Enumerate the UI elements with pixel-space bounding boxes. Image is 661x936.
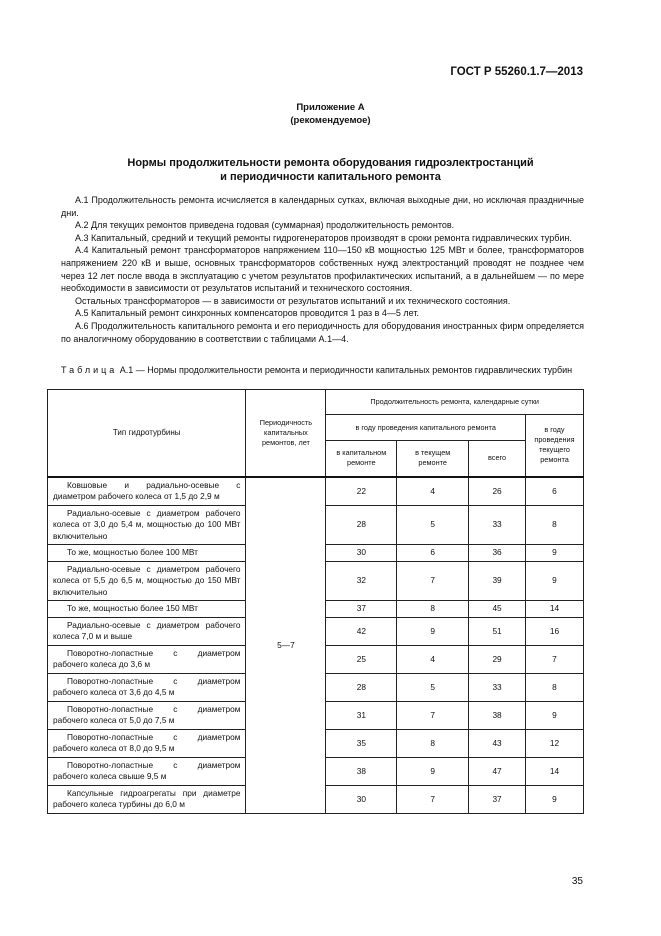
cur-days: 8: [397, 601, 469, 618]
turbine-type: Радиально-осевые с диаметром рабочего колеса от 3,0 до 5,4 м, мощностью до 100 МВт включительно: [48, 505, 246, 545]
cap-days: 22: [326, 477, 397, 506]
cur-year-days: 9: [525, 561, 583, 601]
cur-days: 9: [397, 617, 469, 645]
table-caption: [61, 364, 584, 376]
total-days: 33: [469, 673, 526, 701]
cap-days: 30: [326, 785, 397, 813]
cur-days: 5: [397, 505, 469, 545]
cur-year-days: 16: [525, 617, 583, 645]
cur-days: 8: [397, 729, 469, 757]
paragraph: А.1 Продолжительность ремонта исчисляется в календарных сутках, включая выходные дни, но исключая праздничные дни.: [61, 195, 584, 218]
header-period: Периодичность капитальных ремонтов, лет: [246, 390, 326, 477]
total-days: 45: [469, 601, 526, 618]
cap-days: 42: [326, 617, 397, 645]
cap-days: 28: [326, 505, 397, 545]
table-row: [48, 477, 584, 506]
paragraph: А.2 Для текущих ремонтов приведена годовая (суммарная) продолжительность ремонтов.: [75, 220, 455, 231]
cur-days: 4: [397, 645, 469, 673]
cur-year-days: 14: [525, 757, 583, 785]
appendix-note: (рекомендуемое): [290, 115, 371, 126]
cur-year-days: 6: [525, 477, 583, 506]
total-days: 37: [469, 785, 526, 813]
turbine-type: Ковшовые и радиально-осевые с диаметром рабочего колеса от 1,5 до 2,9 м: [48, 477, 246, 506]
cap-days: 31: [326, 701, 397, 729]
turbine-type: Поворотно-лопастные с диаметром рабочего колеса от 3,6 до 4,5 м: [48, 673, 246, 701]
cur-year-days: 14: [525, 601, 583, 618]
header-total: всего: [469, 441, 526, 477]
cap-days: 37: [326, 601, 397, 618]
cur-year-days: 9: [525, 701, 583, 729]
total-days: 43: [469, 729, 526, 757]
repair-norms-table: [47, 389, 584, 814]
total-days: 26: [469, 477, 526, 506]
cap-days: 30: [326, 545, 397, 562]
header-cap-year: в году проведения капитального ремонта: [326, 415, 526, 441]
period-value: 5—7: [246, 477, 326, 814]
body-text: [61, 194, 584, 345]
cur-days: 6: [397, 545, 469, 562]
total-days: 33: [469, 505, 526, 545]
cur-year-days: 12: [525, 729, 583, 757]
cap-days: 38: [326, 757, 397, 785]
header-cur-year: в году проведения текущего ремонта: [525, 415, 583, 477]
cur-year-days: 7: [525, 645, 583, 673]
paragraph: А.5 Капитальный ремонт синхронных компенсаторов проводится 1 раз в 4—5 лет.: [75, 308, 419, 319]
cur-days: 5: [397, 673, 469, 701]
appendix-title: Приложение А: [296, 102, 365, 113]
title-line-2: и периодичности капитального ремонта: [220, 171, 441, 183]
paragraph: А.6 Продолжительность капитального ремонта и его периодичность для оборудования иностранных фирм определяется по аналогичному оборудованию в соответствии с таблицами А.1—4.: [61, 320, 584, 344]
cap-days: 28: [326, 673, 397, 701]
total-days: 36: [469, 545, 526, 562]
header-duration: Продолжительность ремонта, календарные сутки: [326, 390, 584, 415]
total-days: 39: [469, 561, 526, 601]
total-days: 29: [469, 645, 526, 673]
total-days: 38: [469, 701, 526, 729]
total-days: 47: [469, 757, 526, 785]
total-days: 51: [469, 617, 526, 645]
cap-days: 25: [326, 645, 397, 673]
turbine-type: Радиально-осевые с диаметром рабочего колеса 7,0 м и выше: [48, 617, 246, 645]
section-title: [0, 156, 661, 184]
turbine-type: Поворотно-лопастные с диаметром рабочего колеса свыше 9,5 м: [48, 757, 246, 785]
header-type: Тип гидротурбины: [48, 390, 246, 477]
turbine-type: Капсульные гидроагрегаты при диаметре рабочего колеса турбины до 6,0 м: [48, 785, 246, 813]
paragraph: А.3 Капитальный, средний и текущий ремонты гидрогенераторов производят в сроки ремонта гидравлических турбин.: [75, 232, 572, 243]
title-line-1: Нормы продолжительности ремонта оборудования гидроэлектростанций: [127, 157, 534, 169]
paragraph: Остальных трансформаторов — в зависимости от результатов испытаний и их технического состояния.: [75, 295, 511, 306]
cur-days: 4: [397, 477, 469, 506]
turbine-type: Радиально-осевые с диаметром рабочего колеса от 5,5 до 6,5 м, мощностью до 150 МВт включительно: [48, 561, 246, 601]
caption-text: А.1 — Нормы продолжительности ремонта и периодичности капитальных ремонтов гидравлических турбин: [117, 365, 573, 375]
turbine-type: Поворотно-лопастные с диаметром рабочего колеса от 8,0 до 9,5 м: [48, 729, 246, 757]
header-in-cur: в текущем ремонте: [397, 441, 469, 477]
paragraph: А.4 Капитальный ремонт трансформаторов напряжением 110—150 кВ мощностью 125 МВт и более, трансформаторов напряжением 220 кВ и выше, основных трансформаторов собственных нужд электростанций проводят не позднее чем через 12 лет после ввода в эксплуатацию с учетом результатов профилактических испытаний, а в дальнейшем — по мере необходимости в зависимости от результатов испытаний и технического состояния.: [61, 245, 584, 294]
page-number: 35: [571, 876, 583, 887]
cap-days: 35: [326, 729, 397, 757]
cur-days: 7: [397, 701, 469, 729]
turbine-type: То же, мощностью более 150 МВт: [48, 601, 246, 618]
turbine-type: Поворотно-лопастные с диаметром рабочего колеса до 3,6 м: [48, 645, 246, 673]
cur-year-days: 9: [525, 785, 583, 813]
turbine-type: Поворотно-лопастные с диаметром рабочего колеса от 5,0 до 7,5 м: [48, 701, 246, 729]
cap-days: 32: [326, 561, 397, 601]
cur-year-days: 8: [525, 673, 583, 701]
cur-days: 7: [397, 561, 469, 601]
appendix-heading: [0, 101, 661, 127]
cur-year-days: 9: [525, 545, 583, 562]
cur-days: 7: [397, 785, 469, 813]
cur-year-days: 8: [525, 505, 583, 545]
turbine-type: То же, мощностью более 100 МВт: [48, 545, 246, 562]
cur-days: 9: [397, 757, 469, 785]
header-in-cap: в капитальном ремонте: [326, 441, 397, 477]
standard-number: ГОСТ Р 55260.1.7—2013: [450, 66, 583, 78]
caption-prefix: Таблица: [61, 365, 118, 375]
